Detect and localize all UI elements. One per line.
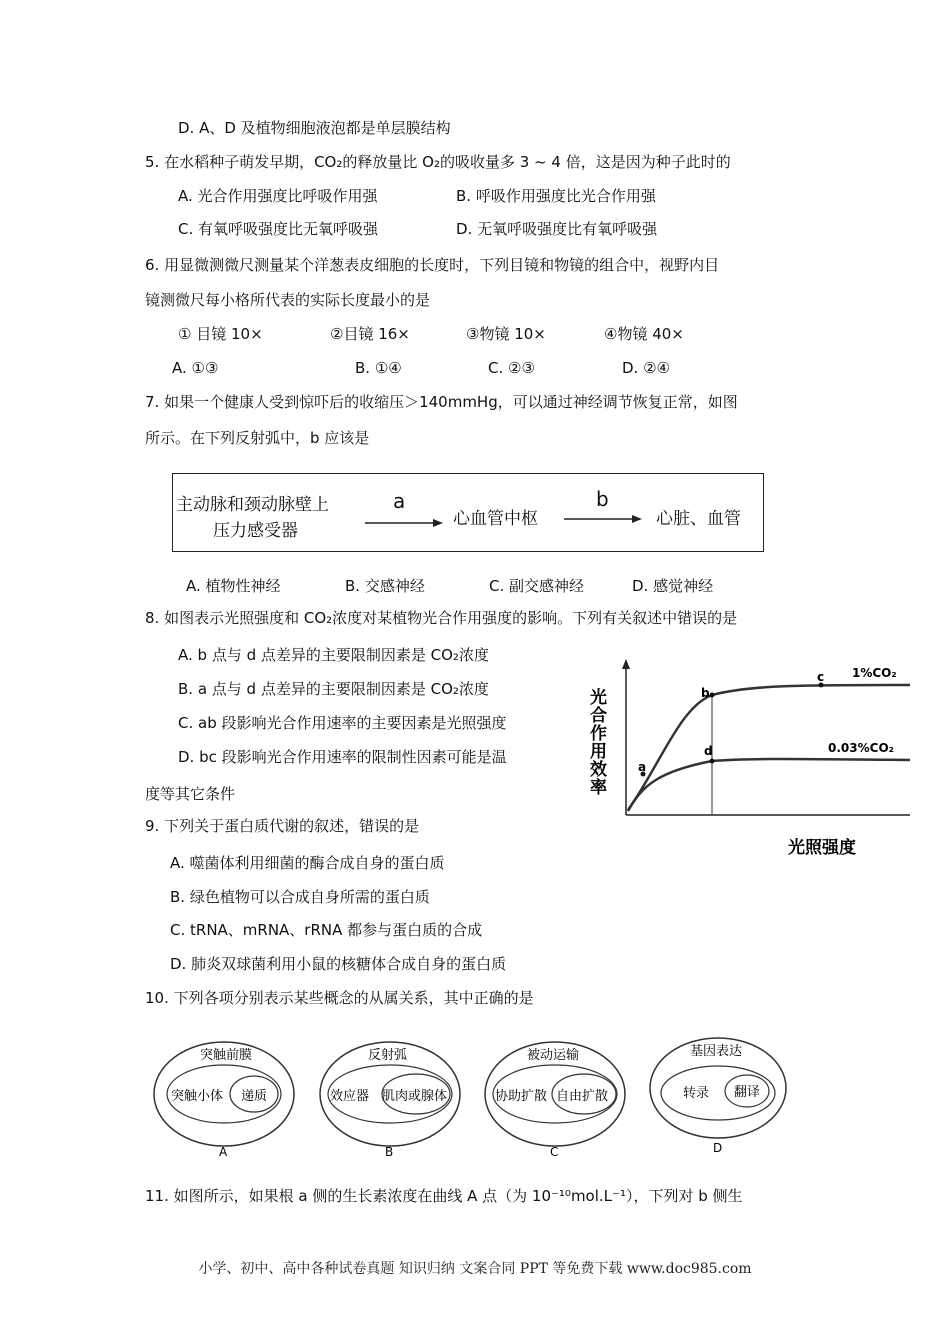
diagram-b-inner: 肌肉或腺体 [382, 1089, 448, 1104]
q8-option-c: C. ab 段影响光合作用速率的主要因素是光照强度 [178, 714, 507, 732]
q11-stem: 11. 如图所示，如果根 a 侧的生长素浓度在曲线 A 点（为 10⁻¹⁰mol.L⁻¹），下列对 b 侧生 [145, 1187, 743, 1205]
diagram-b-letter: B [385, 1145, 394, 1159]
q5-stem: 5. 在水稻种子萌发早期，CO₂的释放量比 O₂的吸收量多 3 ~ 4 倍，这是因为种子此时的 [145, 153, 731, 171]
series-label-003pct: 0.03%CO₂ [828, 741, 894, 755]
q9-stem: 9. 下列关于蛋白质代谢的叙述，错误的是 [145, 817, 420, 835]
y-label-char-1: 光 [590, 688, 607, 708]
q7-option-a: A. 植物性神经 [186, 577, 281, 595]
point-b [710, 693, 715, 698]
arrow-b-label: b [596, 487, 609, 511]
point-d [710, 759, 715, 764]
photosynthesis-graph [570, 655, 915, 865]
label-d: d [704, 744, 713, 758]
q8-option-d: D. bc 段影响光合作用速率的限制性因素可能是温 [178, 748, 507, 766]
receptor-label-line2: 压力感受器 [213, 521, 298, 541]
concept-diagrams [150, 1036, 800, 1166]
diagram-d-outer: 基因表达 [690, 1044, 743, 1059]
q5-option-d: D. 无氧呼吸强度比有氧呼吸强 [456, 220, 658, 238]
y-label-char-5: 效 [590, 760, 607, 780]
y-label-char-2: 合 [590, 706, 607, 726]
q6-stem-line1: 6. 用显微测微尺测量某个洋葱表皮细胞的长度时，下列目镜和物镜的组合中，视野内目 [145, 256, 720, 274]
q5-option-b: B. 呼吸作用强度比光合作用强 [456, 187, 656, 205]
curve-003pct-co2 [628, 759, 910, 811]
q4-option-d: D. A、D 及植物细胞液泡都是单层膜结构 [178, 119, 451, 137]
q6-item-4: ④物镜 40× [604, 325, 684, 343]
q8-option-b: B. a 点与 d 点差异的主要限制因素是 CO₂浓度 [178, 680, 489, 698]
diagram-d [650, 1038, 786, 1155]
label-c: c [817, 670, 825, 684]
q7-stem-line2: 所示。在下列反射弧中，b 应该是 [145, 429, 370, 447]
diagram-b-outer: 反射弧 [368, 1048, 408, 1063]
q8-option-d-cont: 度等其它条件 [145, 785, 236, 803]
diagram-a [154, 1042, 294, 1159]
arrow-a [365, 518, 445, 528]
y-axis-arrow [622, 659, 630, 669]
diagram-c-left: 协助扩散 [495, 1089, 548, 1104]
q8-option-a: A. b 点与 d 点差异的主要限制因素是 CO₂浓度 [178, 646, 489, 664]
q6-item-1: ① 目镜 10× [178, 325, 263, 343]
arrow-a-label: a [393, 489, 406, 513]
q9-option-a: A. 噬菌体利用细菌的酶合成自身的蛋白质 [170, 854, 445, 872]
diagram-a-left: 突触小体 [171, 1089, 224, 1104]
q7-stem-line1: 7. 如果一个健康人受到惊吓后的收缩压＞140mmHg，可以通过神经调节恢复正常，如图 [145, 393, 738, 411]
q6-option-d: D. ②④ [622, 359, 670, 377]
q6-option-b: B. ①④ [355, 359, 402, 377]
q9-option-d: D. 肺炎双球菌利用小鼠的核糖体合成自身的蛋白质 [170, 955, 507, 973]
q6-stem-line2: 镜测微尺每小格所代表的实际长度最小的是 [145, 291, 431, 309]
x-axis-label: 光照强度 [788, 838, 856, 858]
q7-option-c: C. 副交感神经 [489, 577, 585, 595]
label-a: a [638, 760, 647, 774]
diagram-a-outer: 突触前膜 [200, 1048, 253, 1063]
diagram-d-letter: D [713, 1141, 723, 1155]
y-label-char-4: 用 [590, 742, 607, 762]
series-label-1pct: 1%CO₂ [852, 666, 897, 680]
arrow-b [564, 514, 644, 524]
effector-label: 心脏、血管 [656, 509, 741, 529]
q6-item-3: ③物镜 10× [466, 325, 546, 343]
diagram-c-outer: 被动运输 [527, 1048, 580, 1063]
diagram-d-inner: 翻译 [734, 1085, 761, 1100]
q6-option-c: C. ②③ [488, 359, 535, 377]
y-label-char-6: 率 [590, 778, 607, 798]
diagram-c-letter: C [550, 1145, 559, 1159]
q8-stem: 8. 如图表示光照强度和 CO₂浓度对某植物光合作用强度的影响。下列有关叙述中错误的是 [145, 609, 738, 627]
q6-option-a: A. ①③ [172, 359, 219, 377]
q5-option-a: A. 光合作用强度比呼吸作用强 [178, 187, 378, 205]
diagram-a-letter: A [219, 1145, 228, 1159]
reflex-arc-diagram [172, 473, 764, 552]
cardiovascular-center: 心血管中枢 [453, 509, 538, 529]
q10-stem: 10. 下列各项分别表示某些概念的从属关系，其中正确的是 [145, 989, 534, 1007]
diagram-c [485, 1042, 625, 1159]
label-b: b [701, 686, 710, 700]
q5-option-c: C. 有氧呼吸强度比无氧呼吸强 [178, 220, 379, 238]
diagram-d-left: 转录 [683, 1086, 710, 1101]
q9-option-c: C. tRNA、mRNA、rRNA 都参与蛋白质的合成 [170, 921, 483, 939]
q6-item-2: ②目镜 16× [330, 325, 410, 343]
diagram-a-inner: 递质 [241, 1089, 268, 1104]
q7-option-d: D. 感觉神经 [632, 577, 714, 595]
y-label-char-3: 作 [590, 724, 607, 744]
receptor-label-line1: 主动脉和颈动脉壁上 [176, 495, 329, 515]
page-footer: 小学、初中、高中各种试卷真题 知识归纳 文案合同 PPT 等免费下载 www.doc985.com [198, 1261, 752, 1277]
diagram-b-left: 效应器 [330, 1089, 370, 1104]
diagram-b [320, 1042, 460, 1159]
q9-option-b: B. 绿色植物可以合成自身所需的蛋白质 [170, 888, 430, 906]
diagram-c-inner: 自由扩散 [556, 1089, 609, 1104]
q7-option-b: B. 交感神经 [345, 577, 425, 595]
